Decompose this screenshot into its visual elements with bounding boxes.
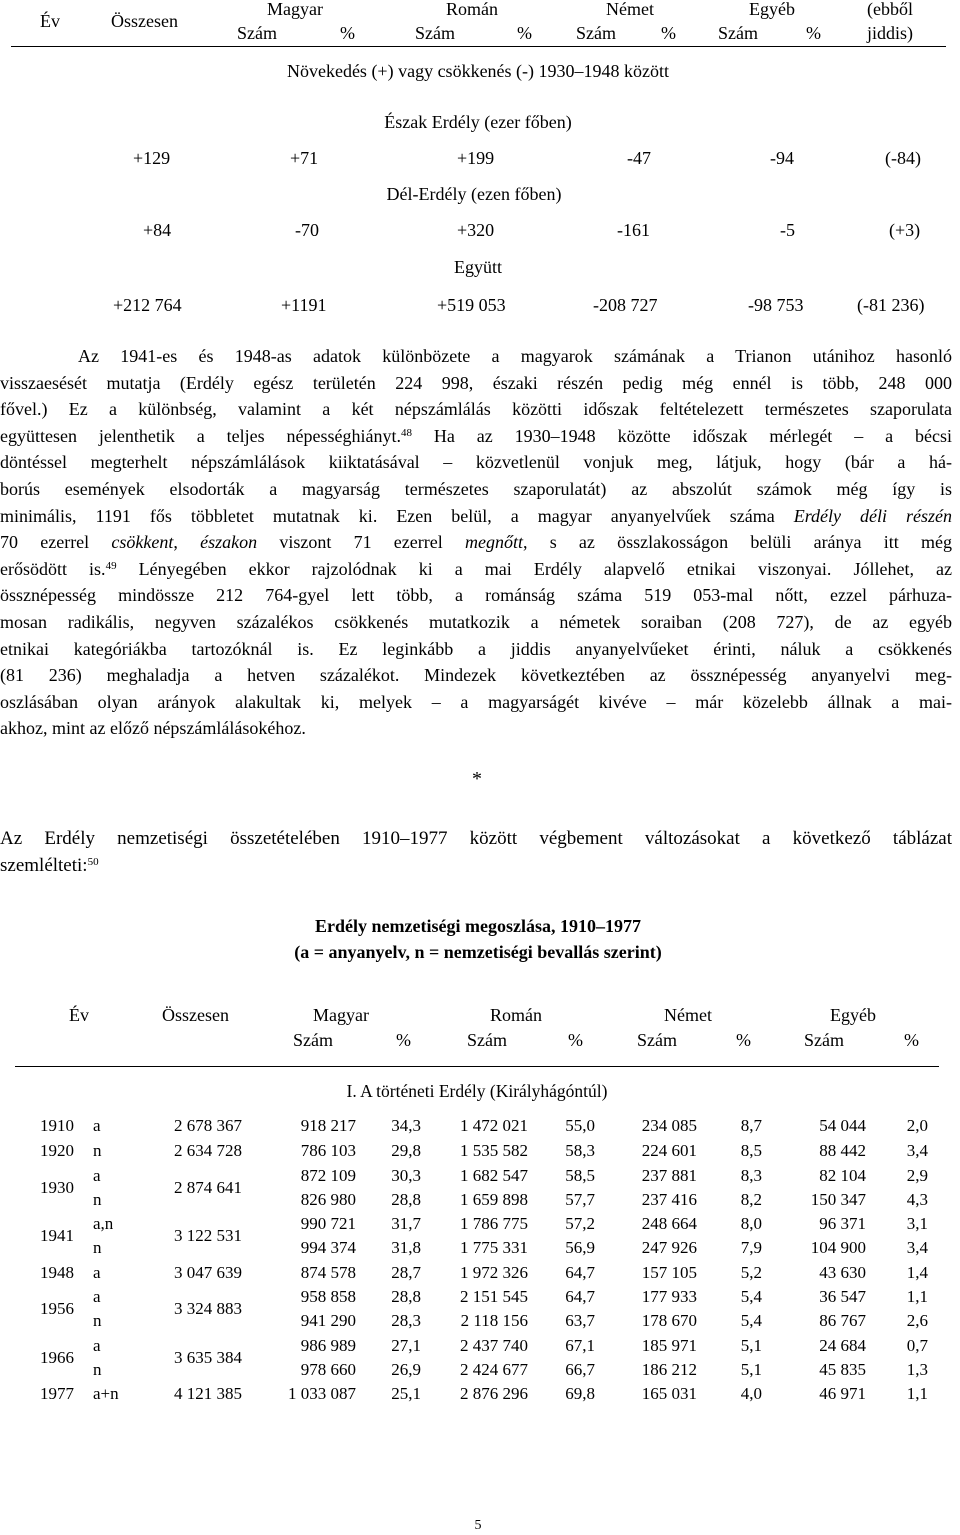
table-cell: 918 217 [300, 1116, 356, 1135]
table-cell: 234 085 [641, 1116, 697, 1135]
line-text: 70 ezerrel [0, 532, 112, 553]
change-value: +199 [457, 148, 495, 168]
subcol-pct: % [736, 1030, 751, 1050]
change-value: -5 [780, 220, 795, 240]
row-kind: a [93, 1336, 101, 1355]
line-text: minimális, 1191 fős többletet mutatnak ki. Ezen belül, a magyar anyanyelvűek száma [0, 505, 794, 526]
section-separator: * [472, 768, 482, 790]
paragraph-line: Az Erdély nemzetiségi összetételében 1910–1977 között végbement változásokat a következő táblázat [0, 828, 952, 849]
table-cell: 1 682 547 [460, 1166, 528, 1185]
table-cell: 63,7 [565, 1311, 595, 1330]
col-nemet: Német [664, 1005, 712, 1025]
row-year: 1966 [40, 1348, 74, 1367]
subcol-szam: Szám [718, 23, 758, 43]
table-cell: 185 971 [641, 1336, 697, 1355]
table-cell: 1 535 582 [460, 1141, 528, 1160]
table-cell: 1 659 898 [460, 1190, 528, 1209]
change-value: -98 753 [748, 295, 804, 315]
subcol-szam: Szám [467, 1030, 507, 1050]
table-cell: 2 151 545 [460, 1287, 528, 1306]
footnote-ref[interactable]: 48 [401, 426, 412, 439]
table-cell: 28,8 [391, 1287, 421, 1306]
table-cell: 96 371 [819, 1214, 866, 1233]
paragraph-line: etnikai kategóriákba tartozóknál is. Ez leginkább a jiddis anyanyelvűeket érinti, náluk a csökkenés [0, 638, 952, 659]
subcol-szam: Szám [415, 23, 455, 43]
table-cell: 1 472 021 [460, 1116, 528, 1135]
table-cell: 43 630 [819, 1263, 866, 1282]
table-cell: 29,8 [391, 1141, 421, 1160]
table-cell: 237 881 [641, 1166, 697, 1185]
table-cell: 5,2 [740, 1263, 762, 1282]
table-cell: 8,2 [740, 1190, 762, 1209]
footnote-ref[interactable]: 50 [87, 855, 99, 868]
table-cell: 3,4 [906, 1238, 928, 1257]
change-value: +129 [133, 148, 171, 168]
italic-text: csökkent [111, 532, 174, 553]
col-egyeb: Egyéb [749, 0, 795, 19]
col-ebbol-2: jiddis) [866, 23, 914, 43]
section-label: Dél-Erdély (ezen főben) [386, 184, 562, 204]
col-nemet: Német [606, 0, 654, 19]
row-kind: n [93, 1311, 102, 1330]
subcol-szam: Szám [804, 1030, 844, 1050]
subcol-szam: Szám [637, 1030, 677, 1050]
row-year: 1977 [40, 1384, 74, 1403]
table-cell: 1,1 [906, 1384, 928, 1403]
table-cell: 88 442 [819, 1141, 866, 1160]
subcol-szam: Szám [293, 1030, 333, 1050]
table-cell: 2 437 740 [460, 1336, 528, 1355]
table-cell: 224 601 [641, 1141, 697, 1160]
table-cell: 5,4 [740, 1287, 762, 1306]
paragraph-line [0, 423, 952, 450]
table-cell: 3,1 [906, 1214, 928, 1233]
table-cell: 34,3 [391, 1116, 421, 1135]
row-total: 3 324 883 [174, 1299, 242, 1318]
row-total: 3 122 531 [174, 1226, 242, 1245]
col-osszesen: Összesen [162, 1005, 229, 1025]
table-cell: 786 103 [300, 1141, 356, 1160]
change-value: -161 [617, 220, 650, 240]
subcol-pct: % [904, 1030, 919, 1050]
row-kind: a [93, 1166, 101, 1185]
table-title: Erdély nemzetiségi megoszlása, 1910–1977 [315, 916, 641, 936]
table-cell: 2 424 677 [460, 1360, 528, 1379]
table-cell: 2,0 [906, 1116, 928, 1135]
table-subtitle: (a = anyanyelv, n = nemzetiségi bevallás szerint) [294, 942, 662, 962]
table-cell: 0,7 [906, 1336, 928, 1355]
row-total: 3 047 639 [174, 1263, 242, 1282]
change-table-title: Növekedés (+) vagy csökkenés (-) 1930–1948 között [286, 61, 670, 81]
table-cell: 958 858 [300, 1287, 356, 1306]
table-cell: 64,7 [565, 1287, 595, 1306]
table-cell: 2,6 [906, 1311, 928, 1330]
row-year: 1956 [40, 1299, 74, 1318]
subcol-szam: Szám [576, 23, 616, 43]
paragraph-line: borús események elsodorták a magyarság természetes szaporulatát) az abszolút számok még így is [0, 478, 952, 499]
table-cell: 30,3 [391, 1166, 421, 1185]
change-value: -208 727 [593, 295, 658, 315]
subcol-pct: % [806, 23, 821, 43]
subcol-pct: % [340, 23, 355, 43]
paragraph-line: mosan radikális, negyven százalékos csökkenés mutatkozik a németek soraiban (208 727), de az egyéb [0, 611, 952, 632]
table-cell: 4,3 [906, 1190, 928, 1209]
change-value: +84 [143, 220, 172, 240]
table-cell: 3,4 [906, 1141, 928, 1160]
table-cell: 56,9 [565, 1238, 595, 1257]
subcol-pct: % [661, 23, 676, 43]
table-cell: 1 972 326 [460, 1263, 528, 1282]
paragraph-line: visszaesését mutatja (Erdély egész területén 224 998, északi részén pedig még ennél is több, 248 000 [0, 372, 952, 393]
row-kind: n [93, 1190, 102, 1209]
line-text: erősödött is. [0, 558, 106, 579]
table-cell: 1,4 [906, 1263, 928, 1282]
table-cell: 2 118 156 [460, 1311, 528, 1330]
table-cell: 5,4 [740, 1311, 762, 1330]
row-total: 2 634 728 [174, 1141, 242, 1160]
change-value: (+3) [889, 220, 921, 240]
row-kind: a,n [93, 1214, 114, 1233]
row-kind: n [93, 1360, 102, 1379]
row-kind: n [93, 1141, 102, 1160]
change-value: +1191 [281, 295, 327, 315]
table-cell: 1 033 087 [288, 1384, 356, 1403]
table-cell: 58,3 [565, 1141, 595, 1160]
change-value: (-81 236) [857, 295, 925, 315]
paragraph-line: döntéssel megterhelt népszámlálások kiiktatásával – közvetlenül vonjuk meg, látjuk, hogy (bár a há- [0, 452, 952, 473]
col-ev: Év [40, 11, 60, 31]
table-cell: 186 212 [641, 1360, 697, 1379]
table-cell: 990 721 [300, 1214, 356, 1233]
paragraph-line [0, 853, 952, 880]
table-cell: 31,8 [391, 1238, 421, 1257]
table-cell: 978 660 [300, 1360, 356, 1379]
change-value: -47 [627, 148, 651, 168]
line-text: szemlélteti: [0, 854, 88, 876]
paragraph-line: fővel.) Ez a különbség, valamint a két népszámlálás közötti időszak feltételezett természetes szaporulata [0, 399, 952, 420]
table-cell: 247 926 [641, 1238, 697, 1257]
row-year: 1948 [40, 1263, 74, 1282]
table2-section-label: I. A történeti Erdély (Királyhágóntúl) [346, 1081, 608, 1101]
line-text: , [173, 532, 201, 553]
col-egyeb: Egyéb [830, 1005, 876, 1025]
intro-paragraph [0, 826, 952, 879]
footnote-ref[interactable]: 49 [105, 559, 117, 572]
table-cell: 5,1 [740, 1360, 762, 1379]
table2-rule [15, 1066, 939, 1067]
table-cell: 7,9 [740, 1238, 762, 1257]
col-ev: Év [69, 1005, 89, 1025]
table-cell: 941 290 [300, 1311, 356, 1330]
table-cell: 1,3 [906, 1360, 928, 1379]
table-cell: 5,1 [740, 1336, 762, 1355]
table-cell: 8,5 [740, 1141, 762, 1160]
subcol-pct: % [517, 23, 532, 43]
col-magyar: Magyar [267, 0, 323, 19]
table-cell: 1,1 [906, 1287, 928, 1306]
table-cell: 248 664 [641, 1214, 697, 1233]
table-cell: 66,7 [565, 1360, 595, 1379]
paragraph-line: Az 1941-es és 1948-as adatok különbözete a magyarok számának a Trianon utánihoz hasonló [78, 346, 952, 366]
row-kind: a [93, 1263, 101, 1282]
section-label: Észak Erdély (ezer főben) [384, 112, 572, 132]
row-year: 1941 [40, 1226, 74, 1245]
change-value: +71 [290, 148, 319, 168]
col-magyar: Magyar [313, 1005, 369, 1025]
table-cell: 46 971 [819, 1384, 866, 1403]
table-cell: 1 786 775 [460, 1214, 528, 1233]
table-cell: 82 104 [819, 1166, 866, 1185]
row-total: 3 635 384 [174, 1348, 242, 1367]
row-year: 1930 [40, 1178, 74, 1197]
table-cell: 237 416 [641, 1190, 697, 1209]
table-cell: 67,1 [565, 1336, 595, 1355]
table-cell: 31,7 [391, 1214, 421, 1233]
line-text: Ha az 1930–1948 közötte időszak mérlegét – a bécsi [412, 425, 952, 446]
page-number: 5 [474, 1518, 482, 1533]
table-cell: 45 835 [819, 1360, 866, 1379]
table-cell: 28,8 [391, 1190, 421, 1209]
col-roman: Román [446, 0, 498, 19]
table-cell: 986 989 [300, 1336, 356, 1355]
table-cell: 8,0 [740, 1214, 762, 1233]
section-label: Együtt [454, 257, 502, 277]
change-value: -94 [770, 148, 794, 168]
table-cell: 8,3 [740, 1166, 762, 1185]
row-total: 2 874 641 [174, 1178, 242, 1197]
row-kind: a [93, 1116, 101, 1135]
table-cell: 57,2 [565, 1214, 595, 1233]
table-cell: 57,7 [565, 1190, 595, 1209]
row-kind: a [93, 1287, 101, 1306]
row-kind: a+n [93, 1384, 119, 1403]
table-cell: 1 775 331 [460, 1238, 528, 1257]
table-cell: 69,8 [565, 1384, 595, 1403]
paragraph-line: össznépesség mindössze 212 764-gyel lett több, a románság száma 519 053-mal nőtt, ezzel párhuza- [0, 585, 952, 606]
row-year: 1920 [40, 1141, 74, 1160]
table-cell: 994 374 [300, 1238, 356, 1257]
paragraph-line: oszlásában olyan arányok alakultak ki, melyek – a magyarságét kivéve – már közelebb állnak a mai- [0, 691, 952, 712]
table-cell: 872 109 [300, 1166, 356, 1185]
table-cell: 54 044 [819, 1116, 866, 1135]
line-text: Lényegében ekkor rajzolódnak ki a mai Erdély alapvelő etnikai viszonyai. Jóllehet, az [116, 558, 953, 579]
paragraph-line [0, 529, 952, 556]
paragraph-line [0, 503, 952, 530]
paragraph-line [0, 556, 952, 583]
table-cell: 4,0 [740, 1384, 762, 1403]
header-rule [11, 46, 946, 47]
body-paragraph [0, 343, 952, 742]
table-cell: 27,1 [391, 1336, 421, 1355]
table-cell: 178 670 [641, 1311, 697, 1330]
table-cell: 2 876 296 [460, 1384, 528, 1403]
table-cell: 104 900 [810, 1238, 866, 1257]
table-cell: 28,7 [391, 1263, 421, 1282]
change-value: +519 053 [437, 295, 506, 315]
italic-text: megnőtt [464, 532, 523, 553]
subcol-pct: % [396, 1030, 411, 1050]
row-total: 4 121 385 [174, 1384, 242, 1403]
table-cell: 58,5 [565, 1166, 595, 1185]
table-cell: 8,7 [740, 1116, 762, 1135]
col-osszesen: Összesen [111, 11, 178, 31]
table-cell: 28,3 [391, 1311, 421, 1330]
change-value: (-84) [885, 148, 921, 168]
table-cell: 24 684 [819, 1336, 866, 1355]
row-year: 1910 [40, 1116, 74, 1135]
change-value: +212 764 [113, 295, 182, 315]
paragraph-line: (81 236) meghaladja a hetven százalékot. Mindezek következtében az össznépesség anyanyelvi meg- [0, 665, 952, 686]
subcol-pct: % [568, 1030, 583, 1050]
table-cell: 25,1 [391, 1384, 421, 1403]
change-value: +320 [457, 220, 495, 240]
change-value: -70 [295, 220, 319, 240]
row-kind: n [93, 1238, 102, 1257]
table-cell: 157 105 [641, 1263, 697, 1282]
col-roman: Román [490, 1005, 542, 1025]
table-cell: 86 767 [819, 1311, 866, 1330]
table-cell: 165 031 [641, 1384, 697, 1403]
table-cell: 150 347 [810, 1190, 866, 1209]
table-cell: 2,9 [906, 1166, 928, 1185]
line-text: együttesen jelenthetik a teljes népességhiányt. [0, 425, 401, 446]
line-text: viszont 71 ezerrel [257, 532, 465, 553]
paragraph-line: akhoz, mint az előző népszámlálásokéhoz. [0, 718, 306, 739]
italic-text: északon [200, 532, 258, 553]
line-text: , s az összlakosságon belüli aránya itt még [522, 532, 952, 553]
table-cell: 874 578 [300, 1263, 356, 1282]
table-cell: 26,9 [391, 1360, 421, 1379]
table-cell: 826 980 [300, 1190, 356, 1209]
table-cell: 177 933 [641, 1287, 697, 1306]
col-ebbol-1: (ebből [867, 0, 913, 19]
table-cell: 55,0 [565, 1116, 595, 1135]
italic-text: Erdély déli részén [793, 505, 953, 526]
table-cell: 36 547 [819, 1287, 866, 1306]
subcol-szam: Szám [237, 23, 277, 43]
row-total: 2 678 367 [174, 1116, 242, 1135]
table-cell: 64,7 [565, 1263, 595, 1282]
